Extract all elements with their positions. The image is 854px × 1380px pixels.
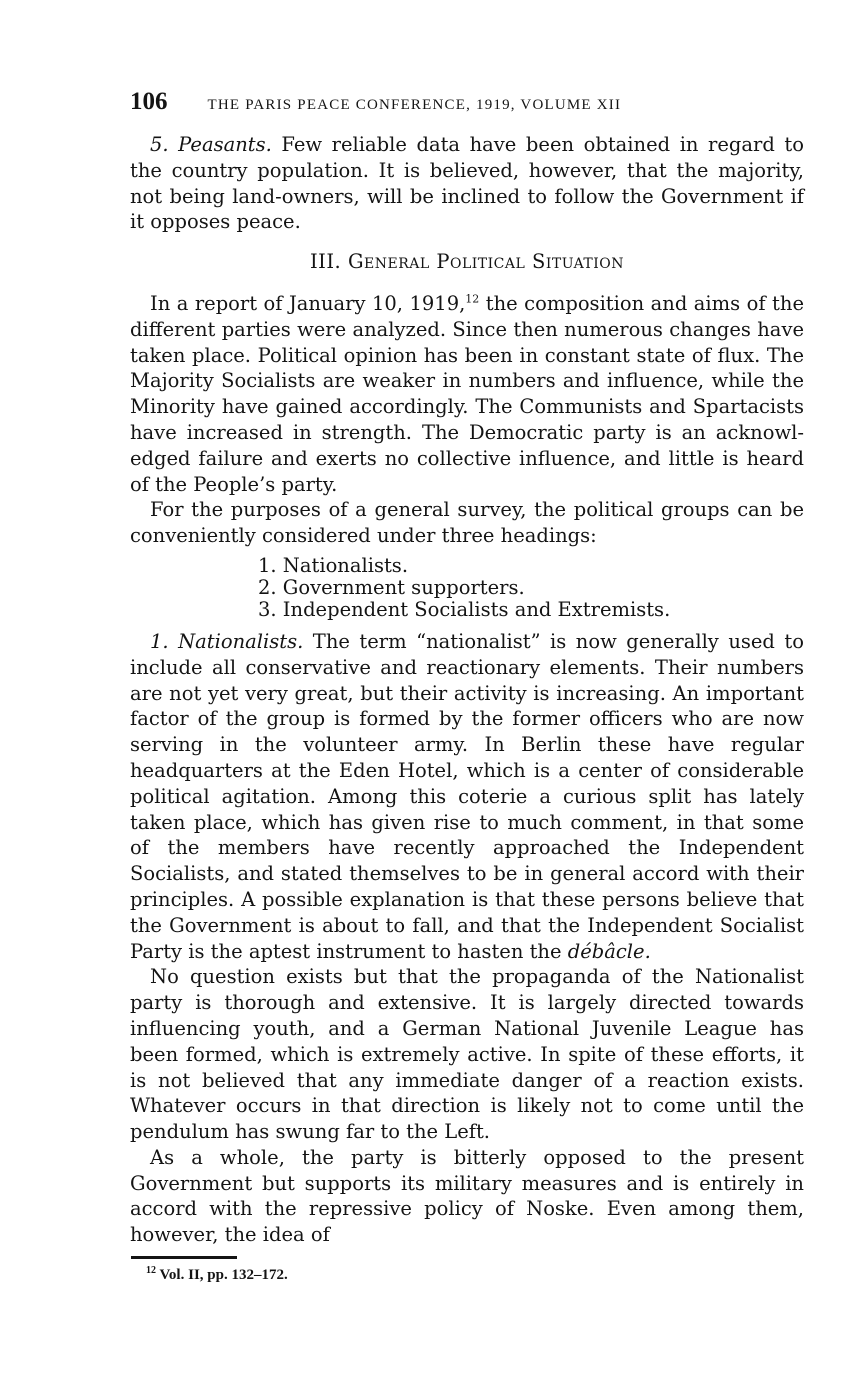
paragraph-text: No question exists but that the propaganda of the Nationalist party is thorough and extensive. It is largely directed towards influencing youth, and a German National Juvenile League has been formed, which is extremely active. In spite of these efforts, it is not believed that any immediate danger of a reaction exists. Whatever occurs in that direction is likely not to come until the pendulum has swung far to the Left. (130, 965, 804, 1144)
footnote-divider (131, 1256, 237, 1259)
paragraph-propaganda (130, 964, 804, 1145)
headings-list (130, 555, 804, 621)
paragraph-peasants (130, 132, 804, 235)
run-in-heading-peasants: 5. Peasants. (150, 133, 272, 156)
run-in-heading-nationalists: 1. Nationalists. (150, 629, 304, 653)
page-number: 106 (130, 88, 168, 115)
footnote-text: Vol. II, pp. 132–172. (156, 1267, 288, 1283)
footnote-reference: 12 (465, 292, 480, 306)
paragraph-whole (130, 1145, 804, 1248)
footnote (146, 1267, 288, 1284)
paragraph-text: In a report of January 10, 1919, (150, 291, 466, 315)
italic-term: débâcle. (567, 939, 651, 963)
paragraph-survey (130, 497, 804, 549)
paragraph-nationalists (130, 629, 804, 964)
paragraph-text: Few reliable data have been obtained in regard to the country population. It is believed, however, that the majority, not being land-owners, will be inclined to follow the Government if it opposes peace. (130, 133, 804, 234)
paragraph-text: The term “nationalist” is now generally used to include all conservative and reactionary elements. Their numbers are not yet very great, but their activity is increasing. An important factor of the group is formed by the former officers who are now serving in the volunteer army. In Berlin these have regular headquarters at the Eden Hotel, which is a center of considerable political agitation. Among this coterie a curious split has lately taken place, which has given rise to much comment, in that some of the members have recently approached the Independent Socialists, and stated themselves to be in general accord with their principles. A possible explanation is that these persons believe that the Government is about to fall, and that the Independent Socialist Party is the aptest instrument to hasten the (130, 629, 804, 963)
list-item: 2. Government supporters. (258, 575, 525, 599)
page-body (130, 132, 804, 1248)
paragraph-text: the composition and aims of the different parties were analyzed. Since then numerous changes have taken place. Political opinion has been in constant state of flux. The Majority Socialists are weaker in numbers and influence, while the Minority have gained accordingly. The Communists and Spartacists have increased in strength. The Democratic party is an acknowledged failure and exerts no collective influence, and little is heard of the People’s party. (130, 291, 804, 496)
paragraph-report (130, 291, 804, 497)
page-header (130, 88, 804, 116)
list-item: 3. Independent Socialists and Extremists. (258, 597, 671, 621)
footnote-marker: 12 (146, 1265, 156, 1276)
paragraph-text: For the purposes of a general survey, the political groups can be conveniently considered under three headings: (130, 498, 804, 548)
section-heading: III. General Political Situation (309, 250, 625, 274)
paragraph-text: As a whole, the party is bitterly opposed to the present Government but supports its military measures and is entirely in accord with the repressive policy of Noske. Even among them, however, the idea of (130, 1145, 804, 1247)
list-item: 1. Nationalists. (258, 553, 409, 577)
running-title: THE PARIS PEACE CONFERENCE, 1919, VOLUME XII (207, 97, 622, 113)
